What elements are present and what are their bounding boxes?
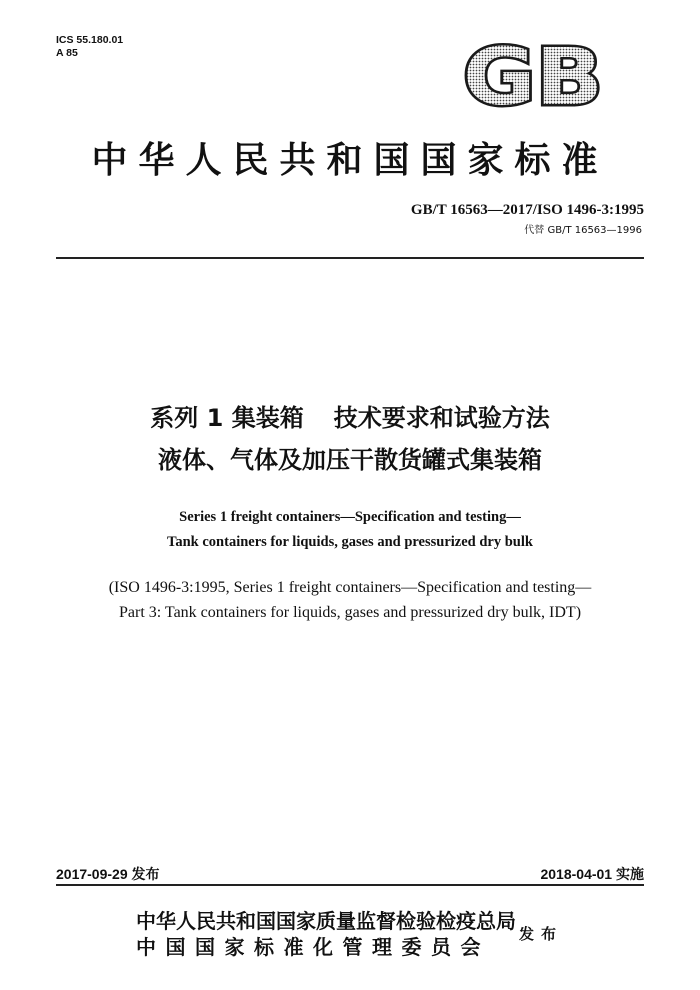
standard-number: GB/T 16563—2017/ISO 1496-3:1995 — [410, 202, 644, 218]
national-standard-heading: 中华人民共和国国家标准 — [91, 140, 609, 181]
english-title-line1: Series 1 freight containers—Specification and testing— — [179, 509, 521, 525]
chinese-title-subject: 技术要求和试验方法 — [333, 404, 550, 432]
classification-codes — [56, 34, 123, 60]
gb-logo — [460, 42, 606, 112]
issue-label: 发布 — [519, 925, 564, 943]
iso-line2: Part 3: Tank containers for liquids, gases and pressurized dry bulk, IDT) — [118, 604, 582, 621]
chinese-title-line2: 液体、气体及加压干散货罐式集装箱 — [158, 446, 542, 474]
chinese-title-line1 — [0, 397, 700, 439]
chinese-title — [0, 397, 700, 481]
bottom-divider — [56, 884, 644, 886]
ccs-code: A 85 — [56, 47, 78, 59]
issuer-aqsiq: 中华人民共和国国家质量监督检验检疫总局 — [136, 909, 516, 933]
implement-date: 2018-04-01 实施 — [540, 866, 644, 882]
issuer-sac: 中国国家标准化管理委员会 — [136, 935, 490, 959]
iso-line1: (ISO 1496-3:1995, Series 1 freight containers—Specification and testing— — [108, 579, 592, 596]
ics-code: ICS 55.180.01 — [56, 34, 124, 46]
english-title — [0, 505, 700, 555]
gb-logo-text: GB — [463, 42, 603, 112]
replaces-note: 代替 GB/T 16563—1996 — [524, 225, 642, 236]
iso-equivalence — [0, 575, 700, 625]
issuing-authorities — [136, 908, 516, 960]
chinese-title-series: 系列 1 集装箱 — [150, 404, 304, 432]
publish-date: 2017-09-29 发布 — [56, 866, 160, 882]
english-title-line2: Tank containers for liquids, gases and pressurized dry bulk — [167, 534, 533, 550]
top-divider — [56, 257, 644, 259]
